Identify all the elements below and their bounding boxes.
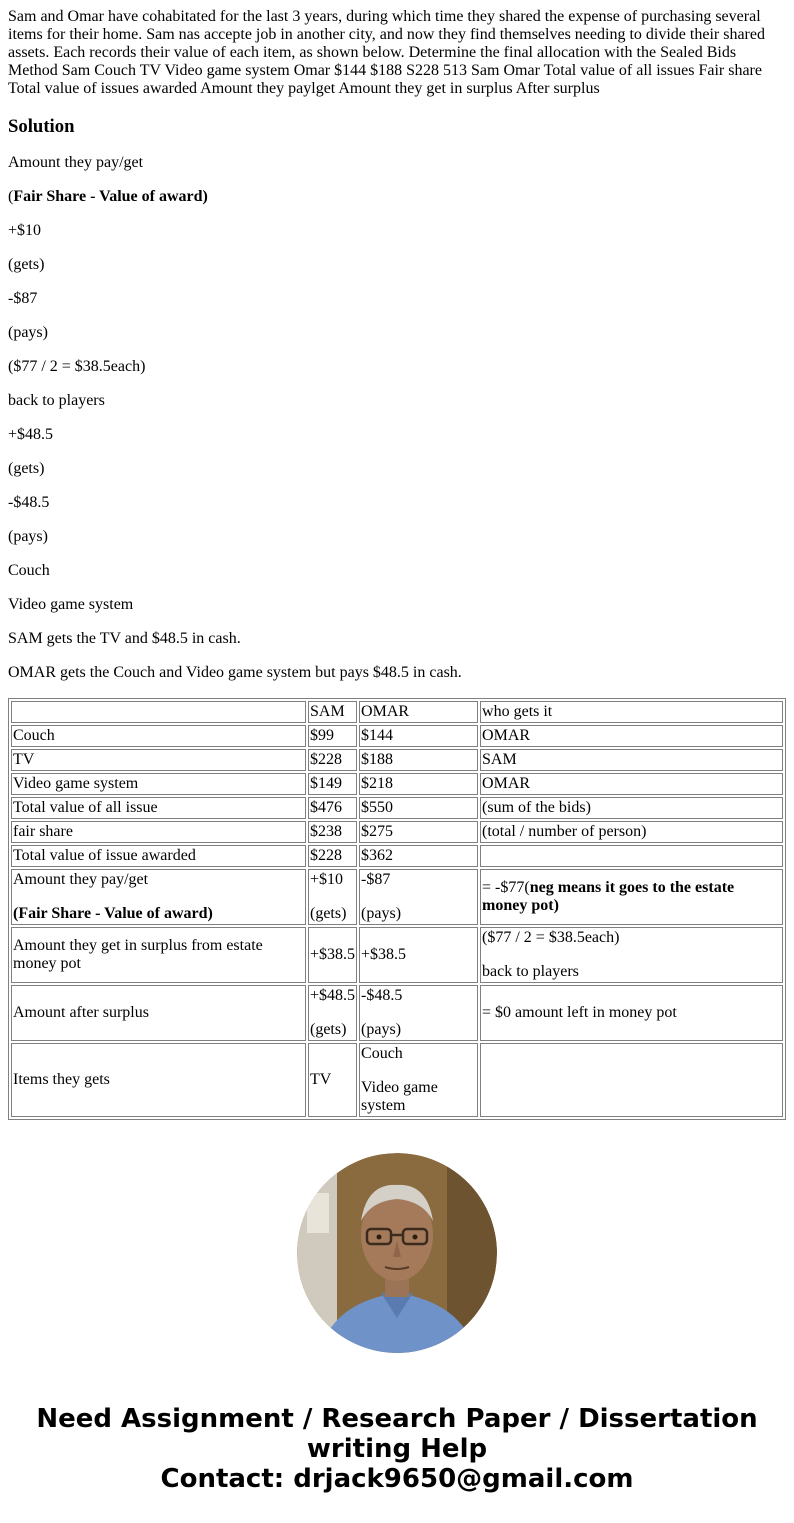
table-cell (480, 845, 783, 867)
table-cell (480, 869, 783, 925)
table-cell (308, 985, 357, 1041)
table-cell (11, 869, 306, 925)
table-row (11, 725, 783, 747)
paren-open: ( (8, 188, 14, 205)
banner-line: writing Help (306, 1434, 488, 1464)
cell-bold: neg means it goes to the estate money pot) (482, 879, 735, 914)
table-cell: Couch (11, 725, 306, 747)
cell-text: (pays) (361, 1021, 402, 1038)
solution-line: (gets) (8, 256, 45, 273)
avatar-portrait (297, 1153, 497, 1353)
solution-line: -$48.5 (8, 494, 50, 511)
table-cell: fair share (11, 821, 306, 843)
cell-text: +$48.5 (310, 987, 356, 1004)
solution-heading: Solution (8, 116, 75, 137)
table-cell: +$38.5 (359, 927, 478, 983)
table-cell: $476 (308, 797, 357, 819)
table-cell (359, 869, 478, 925)
table-cell: Amount after surplus (11, 985, 306, 1041)
question-text: Sam and Omar have cohabitated for the last 3 years, during which time they shared the expense of purchasing several items for their home. Sam nas accepte job in another city, and now they find themselves needing to divide their shared assets. Each records their value of each item, as shown below. Determine the final allocation with the Sealed Bids Method Sam Couch TV Video game system Omar $144 $188 S228 513 Sam Omar Total value of all issues Fair share Total value of issues awarded Amount they paylget Amount they get in surplus After surplus (8, 8, 765, 97)
table-cell: $228 (308, 749, 357, 771)
solution-line: (pays) (8, 324, 48, 341)
table-cell: $188 (359, 749, 478, 771)
cell-text: (pays) (361, 905, 402, 922)
cell-text: -$87 (361, 871, 391, 888)
solution-line: Amount they pay/get (8, 154, 144, 171)
solution-line: SAM gets the TV and $48.5 in cash. (8, 630, 241, 647)
table-cell: $218 (359, 773, 478, 795)
solution-line: back to players (8, 392, 105, 409)
table-cell: SAM (308, 701, 357, 723)
cell-bold: (Fair Share - Value of award) (13, 905, 213, 922)
table-cell: $228 (308, 845, 357, 867)
cell-text: back to players (482, 963, 579, 980)
cell-text: = -$77( (482, 879, 530, 896)
table-cell: SAM (480, 749, 783, 771)
contact-banner (0, 1404, 794, 1494)
table-cell: $275 (359, 821, 478, 843)
table-cell: TV (308, 1043, 357, 1117)
solution-line: (pays) (8, 528, 48, 545)
solution-line: +$48.5 (8, 426, 54, 443)
table-cell: $99 (308, 725, 357, 747)
table-cell: $238 (308, 821, 357, 843)
table-cell (308, 869, 357, 925)
solution-line: ($77 / 2 = $38.5each) (8, 358, 146, 375)
table-cell (359, 985, 478, 1041)
table-row (11, 985, 783, 1041)
table-cell: TV (11, 749, 306, 771)
table-row (11, 797, 783, 819)
table-cell: = $0 amount left in money pot (480, 985, 783, 1041)
table-row (11, 773, 783, 795)
cell-text: ($77 / 2 = $38.5each) (482, 929, 620, 946)
table-cell: (total / number of person) (480, 821, 783, 843)
banner-line: Need Assignment / Research Paper / Dissertation (36, 1404, 758, 1434)
table-cell: $149 (308, 773, 357, 795)
table-row (11, 869, 783, 925)
table-cell: Items they gets (11, 1043, 306, 1117)
table-cell: Total value of all issue (11, 797, 306, 819)
cell-text (13, 905, 304, 923)
table-cell: (sum of the bids) (480, 797, 783, 819)
table-cell (480, 1043, 783, 1117)
table-cell: who gets it (480, 701, 783, 723)
table-cell: OMAR (480, 725, 783, 747)
table-cell: $362 (359, 845, 478, 867)
cell-text: Amount they pay/get (13, 871, 149, 888)
cell-text: -$48.5 (361, 987, 403, 1004)
table-cell: Total value of issue awarded (11, 845, 306, 867)
table-cell: +$38.5 (308, 927, 357, 983)
table-cell (480, 927, 783, 983)
table-cell: Video game system (11, 773, 306, 795)
table-row (11, 1043, 783, 1117)
table-cell (359, 1043, 478, 1117)
cell-text: (gets) (310, 1021, 347, 1038)
solution-line: OMAR gets the Couch and Video game system but pays $48.5 in cash. (8, 664, 462, 681)
table-row (11, 927, 783, 983)
cell-text: Video game system (361, 1079, 438, 1114)
table-row (11, 749, 783, 771)
formula-bold: Fair Share - Value of award) (13, 188, 208, 205)
table-row (11, 845, 783, 867)
solution-line: Couch (8, 562, 50, 579)
solution-line: (gets) (8, 460, 45, 477)
table-header-row (11, 701, 783, 723)
solution-line: -$87 (8, 290, 38, 307)
table-cell (11, 701, 306, 723)
table-cell: $144 (359, 725, 478, 747)
cell-text: +$10 (310, 871, 344, 888)
table-row (11, 821, 783, 843)
cell-text: Couch (361, 1045, 403, 1062)
cell-text: (gets) (310, 905, 347, 922)
table-cell: Amount they get in surplus from estate money pot (11, 927, 306, 983)
solution-line: +$10 (8, 222, 42, 239)
table-cell: $550 (359, 797, 478, 819)
solution-line (8, 188, 786, 206)
banner-contact: Contact: drjack9650@gmail.com (160, 1464, 634, 1494)
solution-line: Video game system (8, 596, 134, 613)
allocation-table (8, 698, 786, 1120)
table-cell: OMAR (359, 701, 478, 723)
author-avatar (297, 1153, 497, 1353)
table-cell: OMAR (480, 773, 783, 795)
